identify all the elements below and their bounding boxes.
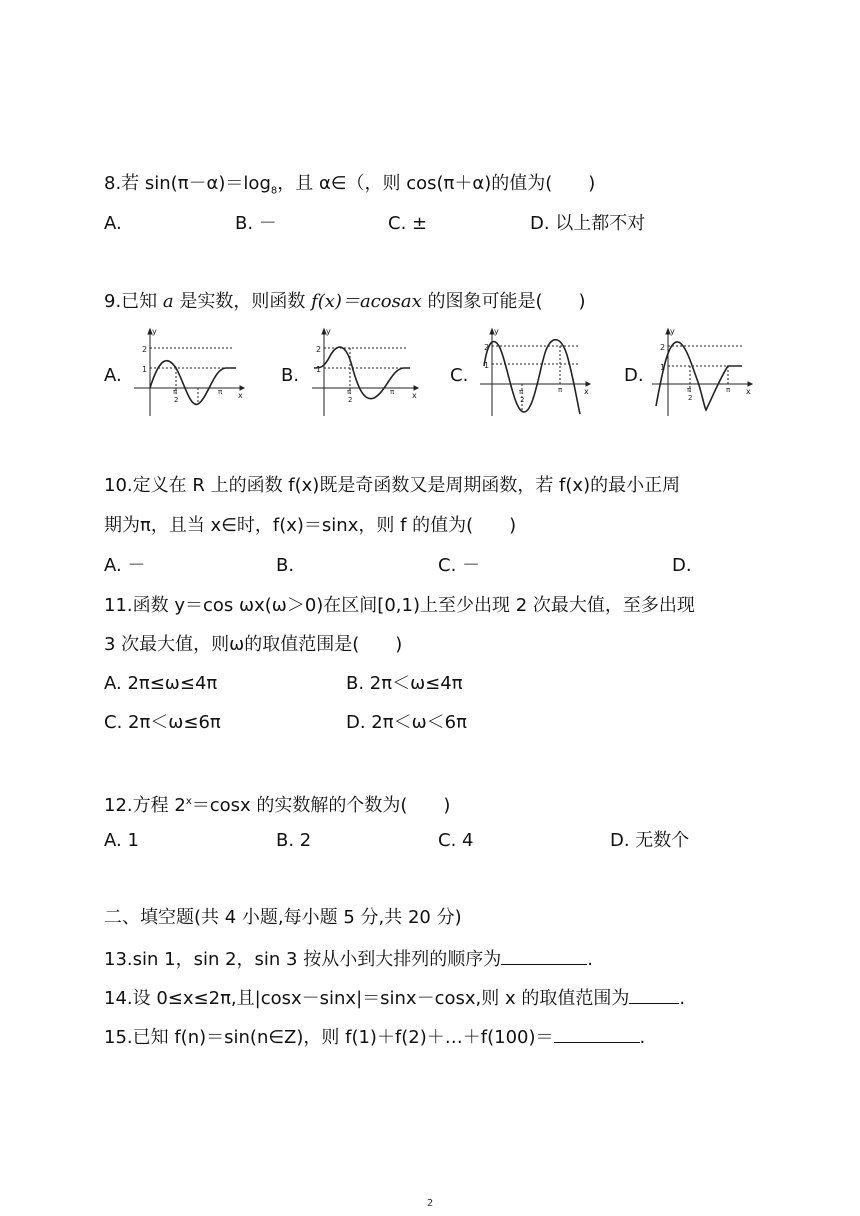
q12-sup: x	[185, 796, 192, 807]
q11-option-b: B. 2π＜ω≤4π	[346, 673, 463, 694]
q15-answer-blank[interactable]	[554, 1024, 640, 1043]
q9-graph-b-tick1: 1	[316, 365, 322, 374]
q13	[104, 946, 593, 972]
q9-stem	[104, 290, 586, 314]
q14-text: 14.设 0≤x≤2π,且|cosx－sinx|＝sinx－cosx,则 x 的取值范围为	[104, 988, 630, 1009]
q14-end: .	[679, 988, 686, 1009]
q9-graph-b-ylabel: y	[326, 327, 331, 336]
q11-option-a: A. 2π≤ω≤4π	[104, 673, 218, 694]
q9-label-a: A.	[104, 365, 122, 386]
q9-graph-c-pi: π	[558, 386, 563, 394]
q9-graph-b-xlabel: x	[412, 391, 417, 400]
q8-log-base: 8	[270, 185, 278, 197]
q9-graph-b-pihalf-num: π	[347, 388, 352, 396]
q12-post: ＝cosx 的实数解的个数为( )	[191, 795, 451, 816]
q9-graph-b-pihalf-den: 2	[348, 396, 353, 404]
q9-graph-d-tick1: 1	[660, 363, 666, 372]
q9-post: 的图象可能是( )	[421, 291, 586, 312]
q9-graph-c-xlabel: x	[584, 387, 589, 396]
q9-graph-a-pihalf-den: 2	[174, 396, 179, 404]
q9-graph-d-pihalf-num: π	[687, 386, 692, 394]
q9-graph-d-pi: π	[726, 386, 731, 394]
q9-graph-d-pihalf-den: 2	[688, 394, 693, 402]
q14-answer-blank[interactable]	[629, 985, 679, 1004]
q12-pre: 12.方程 2	[104, 795, 186, 816]
q10-line1: 10.定义在 R 上的函数 f(x)既是奇函数又是周期函数，若 f(x)的最小正周	[104, 475, 681, 496]
q15-text: 15.已知 f(n)＝sin(n∈Z)，则 f(1)＋f(2)＋…＋f(100)＝	[104, 1027, 554, 1048]
q9-label-c: C.	[450, 365, 469, 386]
section2-title: 二、填空题(共 4 小题,每小题 5 分,共 20 分)	[104, 907, 462, 928]
q9-graph-b-pi: π	[390, 388, 395, 396]
q10-option-d: D.	[672, 555, 692, 576]
q9-pre: 9.已知	[104, 291, 163, 312]
q15-end: .	[639, 1027, 646, 1048]
q12-option-b: B. 2	[276, 830, 312, 851]
q8-option-d: D. 以上都不对	[530, 213, 646, 234]
q9-graph-c	[476, 326, 592, 420]
q9-label-b: B.	[281, 365, 300, 386]
q9-graph-d-tick2: 2	[660, 343, 666, 352]
q9-graph-b	[308, 326, 420, 420]
q10-option-a: A. －	[104, 555, 146, 576]
q9-graph-a-xlabel: x	[238, 391, 243, 400]
q11-option-d: D. 2π＜ω＜6π	[346, 712, 467, 733]
q11-line2: 3 次最大值，则ω的取值范围是( )	[104, 634, 403, 655]
q8-option-b: B. －	[235, 213, 277, 234]
q8-stem	[104, 172, 595, 204]
q10-option-c: C. －	[438, 555, 481, 576]
q13-end: .	[587, 949, 593, 970]
q15	[104, 1024, 645, 1050]
q13-text: 13.sin 1，sin 2，sin 3 按从小到大排列的顺序为	[104, 949, 502, 970]
q13-answer-blank[interactable]	[501, 946, 587, 965]
q9-graph-a-tick1: 1	[142, 365, 148, 374]
q12-stem	[104, 790, 450, 818]
q8-option-a: A.	[104, 213, 122, 234]
q9-graph-d	[650, 326, 754, 420]
q8-stem-text: 8.若 sin(π－α)＝log	[104, 173, 271, 194]
q9-graph-c-pihalf-num: π	[519, 388, 524, 396]
q12-option-d: D. 无数个	[610, 830, 690, 851]
q9-graph-a-pihalf-num: π	[173, 388, 178, 396]
q12-option-c: C. 4	[438, 830, 474, 851]
q9-graph-c-tick1: 1	[484, 361, 490, 370]
page-number: 2	[426, 1198, 434, 1209]
q9-graph-a	[130, 326, 246, 420]
q9-graph-c-ylabel: y	[494, 327, 499, 336]
q9-graph-c-pihalf-den: 2	[520, 396, 525, 404]
q9-graph-b-tick2: 2	[316, 345, 322, 354]
q9-graph-a-pi: π	[218, 388, 223, 396]
q9-func: f(x)＝acosax	[311, 291, 422, 312]
q9-a: a	[162, 291, 174, 312]
q9-graph-d-ylabel: y	[670, 327, 675, 336]
q8-stem-tail: ，且 α∈（，则 cos(π＋α)的值为( )	[277, 173, 596, 194]
q10-option-b: B.	[276, 555, 295, 576]
q9-graph-a-tick2: 2	[142, 345, 148, 354]
q8-option-c: C. ±	[388, 213, 428, 234]
q10-line2: 期为π，且当 x∈时，f(x)＝sinx，则 f 的值为( )	[104, 515, 517, 536]
q9-label-d: D.	[624, 365, 644, 386]
q9-mid: 是实数，则函数	[173, 291, 312, 312]
q14	[104, 985, 685, 1011]
q11-line1: 11.函数 y＝cos ωx(ω＞0)在区间[0,1)上至少出现 2 次最大值，至多出现	[104, 595, 695, 616]
q11-option-c: C. 2π＜ω≤6π	[104, 712, 221, 733]
q9-graph-a-ylabel: y	[152, 327, 157, 336]
q12-option-a: A. 1	[104, 830, 139, 851]
q9-graph-d-xlabel: x	[746, 387, 751, 396]
q9-graph-c-tick2: 2	[484, 343, 490, 352]
